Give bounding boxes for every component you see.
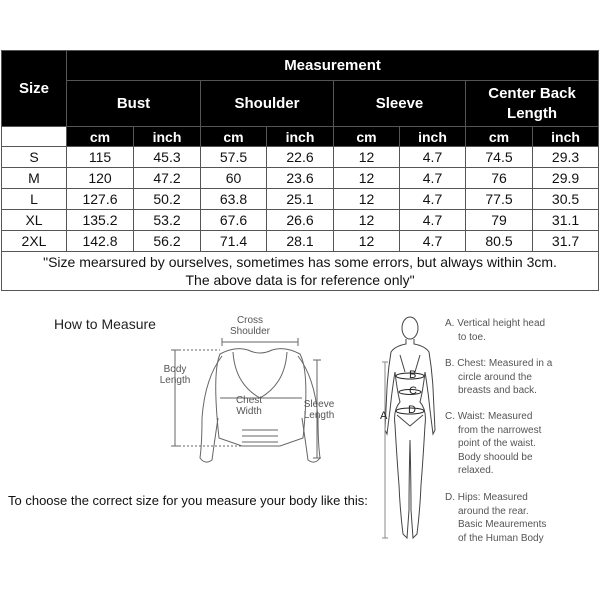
note-c: C. Waist: Measured from the narrowest point of the waist. Body shoould be relaxed. xyxy=(445,411,542,476)
measurement-cell: 22.6 xyxy=(267,147,334,168)
measurement-cell: 76 xyxy=(466,168,533,189)
measurement-cell: 47.2 xyxy=(134,168,201,189)
note-b: B. Chest: Measured in a circle around the breasts and back. xyxy=(445,358,553,396)
note-d: D. Hips: Measured around the rear. Basic Meaurements of the Human Body xyxy=(445,492,547,544)
table-row xyxy=(2,231,599,252)
measurement-cell: 31.7 xyxy=(533,231,599,252)
unit-header: inch xyxy=(533,127,599,147)
center-back-length-header: Center Back Length xyxy=(466,81,599,127)
measurement-cell: 26.6 xyxy=(267,210,334,231)
shoulder-header: Shoulder xyxy=(201,81,334,127)
measurement-cell: 12 xyxy=(334,168,400,189)
unit-header: cm xyxy=(201,127,267,147)
measurement-cell: 4.7 xyxy=(400,210,466,231)
measurement-cell: 30.5 xyxy=(533,189,599,210)
measurement-cell: 79 xyxy=(466,210,533,231)
sleeve-header: Sleeve xyxy=(334,81,466,127)
body-label-d: D xyxy=(408,404,416,416)
cross-shoulder-label: Cross Shoulder xyxy=(229,315,271,337)
measurement-cell: 57.5 xyxy=(201,147,267,168)
table-row xyxy=(2,210,599,231)
body-length-label: Body Length xyxy=(159,364,191,386)
table-row xyxy=(2,147,599,168)
measurement-cell: 12 xyxy=(334,189,400,210)
measurement-cell: 120 xyxy=(67,168,134,189)
measurement-cell: 4.7 xyxy=(400,189,466,210)
how-to-measure-title: How to Measure xyxy=(54,316,156,332)
body-label-c: C xyxy=(409,385,417,397)
unit-header: inch xyxy=(400,127,466,147)
choose-size-instruction: To choose the correct size for you measure your body like this: xyxy=(8,493,368,508)
size-chart-table xyxy=(1,50,599,291)
measurement-cell: 25.1 xyxy=(267,189,334,210)
table-row xyxy=(2,168,599,189)
size-cell: L xyxy=(2,189,67,210)
size-header: Size xyxy=(2,51,67,127)
size-cell: XL xyxy=(2,210,67,231)
measurement-cell: 12 xyxy=(334,147,400,168)
measurement-header: Measurement xyxy=(67,51,599,81)
unit-header: inch xyxy=(267,127,334,147)
body-label-b: B xyxy=(409,369,417,381)
measurement-cell: 80.5 xyxy=(466,231,533,252)
measurement-cell: 115 xyxy=(67,147,134,168)
measurement-cell: 74.5 xyxy=(466,147,533,168)
measurement-cell: 67.6 xyxy=(201,210,267,231)
measurement-cell: 71.4 xyxy=(201,231,267,252)
measurement-cell: 63.8 xyxy=(201,189,267,210)
unit-header: cm xyxy=(67,127,134,147)
measurement-cell: 12 xyxy=(334,210,400,231)
table-note: "Size mearsured by ourselves, sometimes has some errors, but always within 3cm. The above data is for reference only" xyxy=(2,252,599,291)
measurement-cell: 23.6 xyxy=(267,168,334,189)
measurement-cell: 45.3 xyxy=(134,147,201,168)
measurement-cell: 53.2 xyxy=(134,210,201,231)
note-a: A. Vertical height head to toe. xyxy=(445,318,546,343)
measurement-cell: 29.9 xyxy=(533,168,599,189)
body-label-a: A xyxy=(380,410,388,422)
measurement-cell: 4.7 xyxy=(400,147,466,168)
sleeve-length-label: Sleeve Length xyxy=(303,399,335,421)
measurement-cell: 56.2 xyxy=(134,231,201,252)
measurement-cell: 60 xyxy=(201,168,267,189)
unit-header: inch xyxy=(134,127,201,147)
table-row xyxy=(2,189,599,210)
chest-width-label: Chest Width xyxy=(235,395,263,417)
measurement-cell: 127.6 xyxy=(67,189,134,210)
size-cell: S xyxy=(2,147,67,168)
measurement-cell: 28.1 xyxy=(267,231,334,252)
measurement-cell: 142.8 xyxy=(67,231,134,252)
measurement-cell: 135.2 xyxy=(67,210,134,231)
unit-header: cm xyxy=(334,127,400,147)
human-body-diagram xyxy=(375,310,445,550)
size-cell: 2XL xyxy=(2,231,67,252)
measurement-cell: 77.5 xyxy=(466,189,533,210)
measurement-cell: 4.7 xyxy=(400,231,466,252)
size-cell: M xyxy=(2,168,67,189)
unit-header: cm xyxy=(466,127,533,147)
measurement-cell: 4.7 xyxy=(400,168,466,189)
measurement-cell: 50.2 xyxy=(134,189,201,210)
measurement-cell: 12 xyxy=(334,231,400,252)
bust-header: Bust xyxy=(67,81,201,127)
measurement-cell: 29.3 xyxy=(533,147,599,168)
measurement-cell: 31.1 xyxy=(533,210,599,231)
